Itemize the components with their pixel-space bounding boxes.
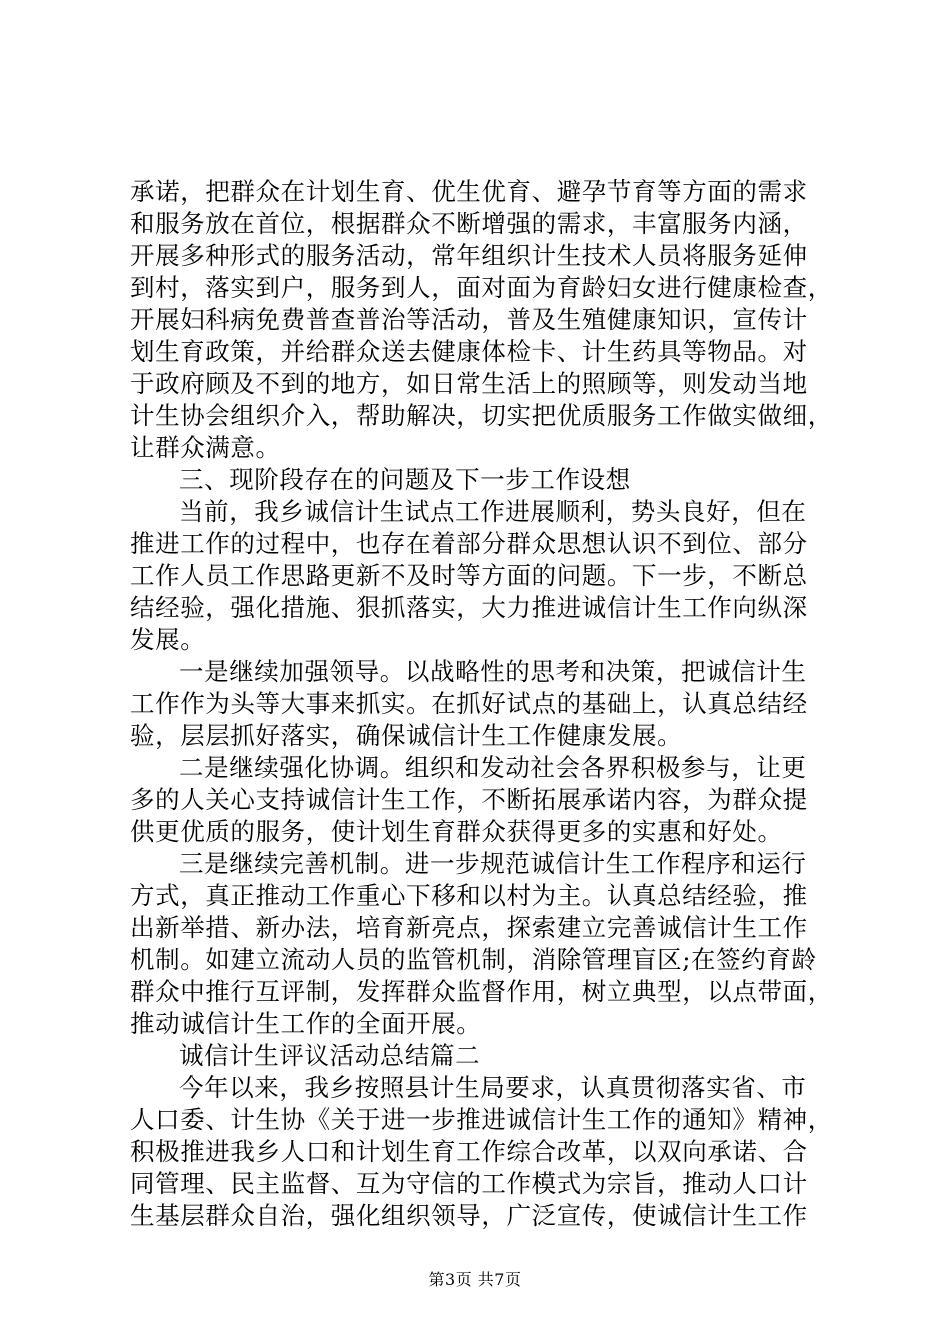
text-line: 今年以来，我乡按照县计生局要求，认真贯彻落实省、市 <box>179 1073 807 1102</box>
text-line: 承诺，把群众在计划生育、优生优育、避孕节育等方面的需求 <box>130 177 808 206</box>
text-line: 和服务放在首位，根据群众不断增强的需求，丰富服务内涵， <box>130 209 808 238</box>
text-line: 供更优质的服务，使计划生育群众获得更多的实惠和好处。 <box>130 817 783 846</box>
text-line: 发展。 <box>130 625 206 654</box>
text-line: 推进工作的过程中，也存在着部分群众思想认识不到位、部分 <box>130 529 808 558</box>
text-line: 工作人员工作思路更新不及时等方面的问题。下一步，不断总 <box>130 561 808 590</box>
text-line: 同管理、民主监督、互为守信的工作模式为宗旨，推动人口计 <box>130 1169 808 1198</box>
text-line: 积极推进我乡人口和计划生育工作综合改革，以双向承诺、合 <box>130 1137 808 1166</box>
text-line: 开展多种形式的服务活动，常年组织计生技术人员将服务延伸 <box>130 241 808 270</box>
page-footer: 第3页 共7页 <box>428 1270 522 1289</box>
text-line: 三是继续完善机制。进一步规范诚信计生工作程序和运行 <box>179 849 807 878</box>
text-line: 于政府顾及不到的地方，如日常生活上的照顾等，则发动当地 <box>130 369 808 398</box>
text-line: 开展妇科病免费普查普治等活动，普及生殖健康知识，宣传计 <box>130 305 808 334</box>
text-line: 验，层层抓好落实，确保诚信计生工作健康发展。 <box>130 721 683 750</box>
text-line: 群众中推行互评制，发挥群众监督作用，树立典型，以点带面， <box>130 977 833 1006</box>
text-line: 出新举措、新办法，培育新亮点，探索建立完善诚信计生工作 <box>130 913 808 942</box>
text-line: 计生协会组织介入，帮助解决，切实把优质服务工作做实做细， <box>130 401 833 430</box>
text-line: 三、现阶段存在的问题及下一步工作设想 <box>179 465 631 494</box>
text-line: 多的人关心支持诚信计生工作，不断拓展承诺内容，为群众提 <box>130 785 808 814</box>
text-line: 诚信计生评议活动总结篇二 <box>179 1041 481 1070</box>
document-body <box>130 176 835 1232</box>
text-line: 二是继续强化协调。组织和发动社会各界积极参与，让更 <box>179 753 807 782</box>
text-line: 生基层群众自治，强化组织领导，广泛宣传，使诚信计生工作 <box>130 1201 808 1230</box>
text-line: 到村，落实到户，服务到人，面对面为育龄妇女进行健康检查， <box>130 273 833 302</box>
text-line: 工作作为头等大事来抓实。在抓好试点的基础上，认真总结经 <box>130 689 808 718</box>
text-line: 结经验，强化措施、狠抓落实，大力推进诚信计生工作向纵深 <box>130 593 808 622</box>
text-line: 当前，我乡诚信计生试点工作进展顺利，势头良好，但在 <box>179 497 807 526</box>
text-line: 一是继续加强领导。以战略性的思考和决策，把诚信计生 <box>179 657 807 686</box>
text-line: 人口委、计生协《关于进一步推进诚信计生工作的通知》精神， <box>130 1105 833 1134</box>
text-line: 方式，真正推动工作重心下移和以村为主。认真总结经验，推 <box>130 881 808 910</box>
text-line: 机制。如建立流动人员的监管机制，消除管理盲区;在签约育龄 <box>130 945 817 974</box>
text-line: 让群众满意。 <box>130 433 281 462</box>
text-line: 划生育政策，并给群众送去健康体检卡、计生药具等物品。对 <box>130 337 808 366</box>
text-line: 推动诚信计生工作的全面开展。 <box>130 1009 482 1038</box>
